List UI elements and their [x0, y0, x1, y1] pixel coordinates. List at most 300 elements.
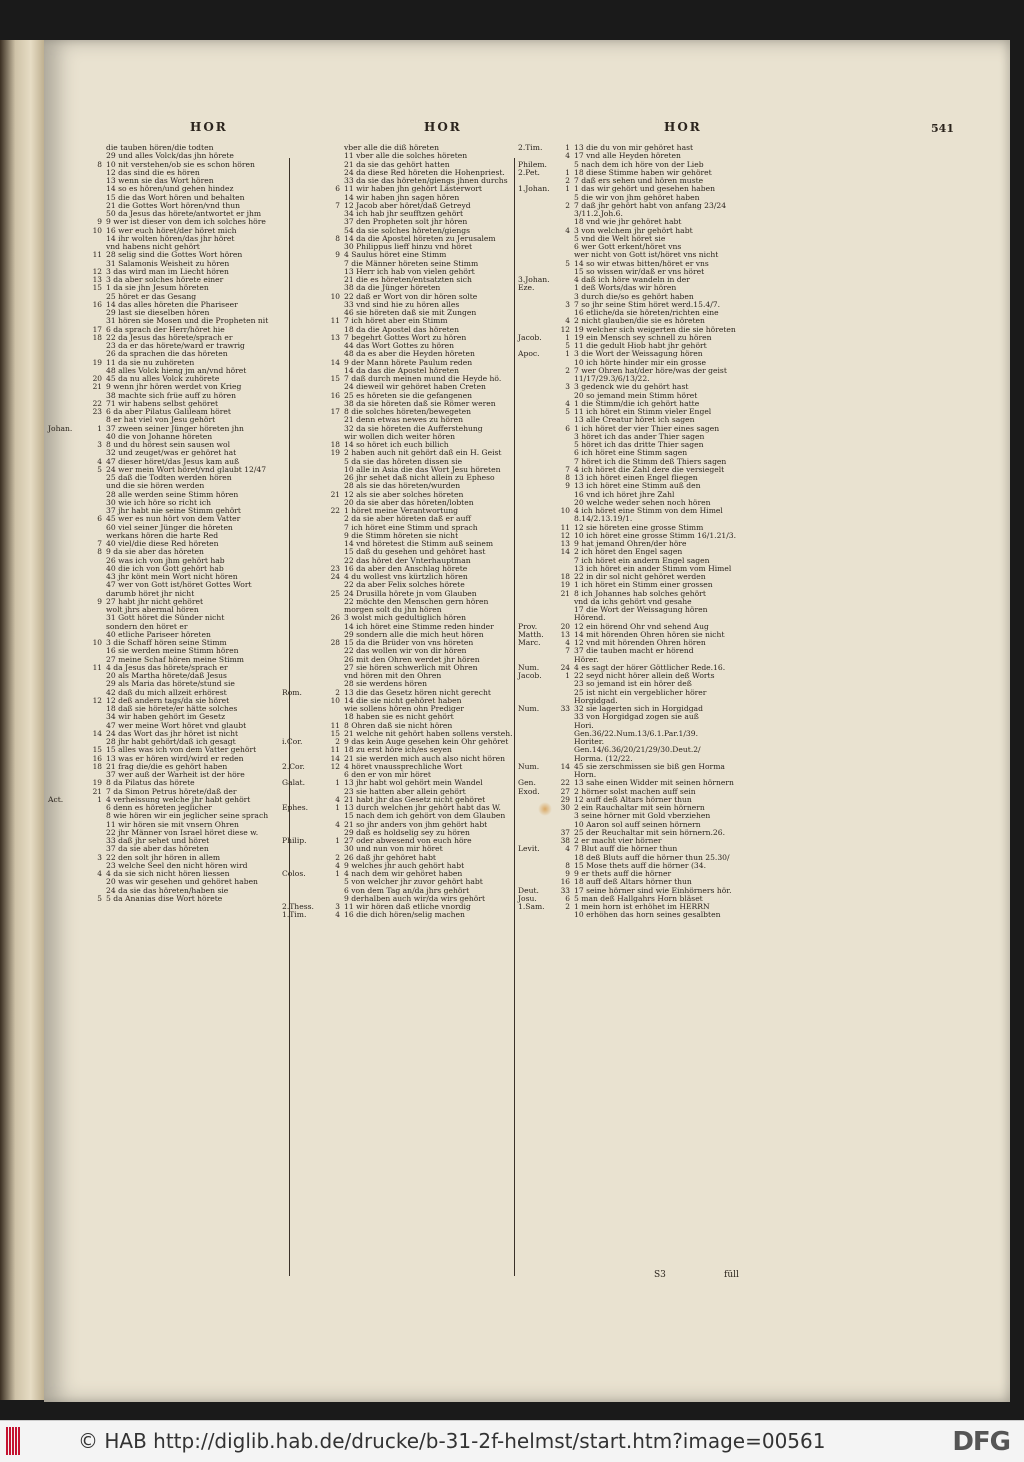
- entry-text: 3/11.2.Joh.6.: [574, 209, 623, 218]
- chapter-number: 14: [330, 357, 340, 367]
- chapter-number: 8: [97, 547, 102, 557]
- entry-text: sondern den höret er: [106, 621, 188, 631]
- entry-line: [518, 911, 768, 919]
- entry-text: 14 die sie nicht gehöret haben: [344, 695, 462, 705]
- book-reference: Num.: [518, 761, 540, 771]
- entry-line: [518, 730, 768, 738]
- entry-text: 12 ein hörend Ohr vnd sehend Aug: [574, 621, 709, 631]
- entry-text: 15 die das Wort hören und behalten: [106, 192, 245, 202]
- chapter-number: 22: [92, 398, 102, 408]
- entry-text: 16 etliche/da sie höreten/richten eine: [574, 308, 719, 317]
- chapter-number: 11: [560, 522, 570, 532]
- entry-text: 29 sondern alle die mich heut hören: [344, 629, 484, 639]
- entry-text: 8 er hat viel von Jesu gehört: [106, 415, 216, 425]
- entry-text: 7 ich höret eine Stimm und sprach: [344, 522, 478, 532]
- chapter-number: 26: [330, 613, 340, 623]
- book-reference: Deut.: [518, 885, 539, 895]
- entry-text: 10 erhöhen das horn seines gesalbten: [574, 910, 721, 920]
- entry-text: 20 da sie aber das höreten/lobten: [344, 497, 474, 507]
- chapter-number: 13: [560, 629, 570, 639]
- entry-text: 37 jhr habt nie seine Stimm gehört: [106, 506, 241, 515]
- entry-text: 48 da es aber die Heyden höreten: [344, 349, 475, 359]
- chapter-number: 1: [335, 869, 340, 878]
- entry-text: 7 daß jhr gehört habt von anfang 23/24: [574, 200, 727, 210]
- entry-text: 33 vnd sind hie zu hören alles: [344, 299, 460, 309]
- chapter-number: 33: [560, 885, 570, 895]
- chapter-number: 7: [565, 464, 570, 474]
- book-reference: Act.: [48, 794, 64, 804]
- entry-text: 22 möchte den Menschen gern hören: [344, 596, 489, 606]
- book-reference: Marc.: [518, 638, 541, 647]
- entry-text: 47 dieser höret/das Jesus kam auß: [106, 456, 240, 466]
- entry-text: 54 da sie solches höreten/giengs: [344, 225, 470, 235]
- entry-text: 7 höret ich die Stimm deß Thiers sagen: [574, 456, 727, 466]
- entry-text: 14 da die Apostel höreten zu Jerusalem: [344, 233, 496, 243]
- entry-text: die tauben hören/die todten: [106, 143, 214, 152]
- entry-text: Hori.: [574, 720, 594, 730]
- entry-text: 8 Ohren daß sie nicht hören: [344, 720, 453, 730]
- entry-text: 4 da sie sich nicht hören liessen: [106, 869, 230, 878]
- entry-text: 18 zu erst höre ich/es seyen: [344, 745, 452, 755]
- book-reference: 1.Tim.: [282, 910, 307, 920]
- entry-text: 1 mein horn ist erhöhet im HERRN: [574, 902, 710, 911]
- chapter-number: 4: [335, 910, 340, 920]
- chapter-number: 4: [565, 151, 570, 161]
- chapter-number: 9: [565, 869, 570, 878]
- entry-text: 28 alle werden seine Stimm hören: [106, 489, 239, 499]
- entry-text: 15 alles was ich von dem Vatter gehört: [106, 745, 257, 755]
- entry-text: 10 Aaron sol auff seinen hörnern: [574, 819, 701, 829]
- entry-text: 3 wolst mich gedultiglich hören: [344, 613, 467, 623]
- entry-text: 3 höret ich das ander Thier sagen: [574, 431, 705, 441]
- page-number: 541: [931, 122, 954, 135]
- entry-text: 5 man deß Hallgahrs Horn bläset: [574, 893, 703, 903]
- entry-text: 32 sie lagerten sich in Horgidgad: [574, 704, 703, 713]
- chapter-number: 4: [335, 860, 340, 870]
- entry-text: 37 die tauben macht er hörend: [574, 646, 694, 656]
- entry-text: 31 Gott höret die Sünder nicht: [106, 613, 225, 623]
- book-reference: Matth.: [518, 629, 544, 639]
- book-reference: Eze.: [518, 283, 535, 293]
- chapter-number: 10: [560, 506, 570, 515]
- book-reference: 2.Pet.: [518, 167, 540, 177]
- chapter-number: 3: [565, 382, 570, 392]
- entry-text: 3 von welchem jhr gehört habt: [574, 225, 693, 235]
- entry-text: Hörer.: [574, 654, 599, 664]
- chapter-number: 10: [92, 225, 102, 235]
- book-reference: 2.Tim.: [518, 143, 543, 152]
- entry-text: 2 nicht glauben/die sie es höreten: [574, 316, 705, 326]
- entry-text: 29 und alles Volck/das jhn hörete: [106, 151, 234, 161]
- chapter-number: 12: [330, 761, 340, 771]
- entry-text: 6 denn es höreten jeglicher: [106, 803, 212, 812]
- entry-line: [518, 763, 768, 771]
- entry-text: 4 verheissung welche jhr habt gehört: [106, 794, 251, 804]
- entry-text: 13 Herr ich hab von vielen gehört: [344, 266, 475, 276]
- chapter-number: 2: [335, 687, 340, 697]
- entry-text: 18 auff deß Altars hörner thun: [574, 877, 692, 887]
- entry-text: 38 da die Jünger höreten: [344, 283, 441, 293]
- entry-text: 21 so jhr anders von jhm gehört habt: [344, 819, 488, 829]
- entry-text: 25 daß die Todten werden hören: [106, 473, 232, 482]
- entry-text: 21 da sie das gehört hatten: [344, 159, 450, 169]
- entry-text: Horn.: [574, 770, 597, 779]
- chapter-number: 19: [330, 448, 340, 458]
- entry-text: 30 und nun von mir höret: [344, 844, 443, 854]
- book-reference: Rom.: [282, 687, 302, 697]
- book-reference: 1.Sam.: [518, 902, 545, 911]
- chapter-number: 21: [560, 588, 570, 598]
- chapter-number: 14: [330, 753, 340, 763]
- chapter-number: 4: [565, 316, 570, 326]
- chapter-number: 1: [335, 803, 340, 812]
- entry-text: 1 höret meine Verantwortung: [344, 506, 458, 515]
- entry-text: wir wollen dich weiter hören: [344, 431, 456, 441]
- chapter-number: 6: [97, 514, 102, 524]
- entry-text: 7 ich höret aber ein Stimm: [344, 316, 448, 326]
- entry-text: 25 der Reuchaltar mit sein hörnern.26.: [574, 827, 726, 837]
- chapter-number: 2: [335, 852, 340, 862]
- entry-text: 13 ich höret eine Stimm auß den: [574, 481, 701, 491]
- entry-text: 28 selig sind die Gottes Wort hören: [106, 250, 243, 260]
- entry-text: 6 von dem Tag an/da jhrs gehört: [344, 885, 470, 895]
- entry-text: 22 jhr Männer von Israel höret diese w.: [106, 827, 259, 837]
- chapter-number: 7: [97, 539, 102, 548]
- entry-text: vber alle die diß höreten: [344, 143, 439, 152]
- entry-line: [518, 647, 768, 655]
- chapter-number: 13: [330, 332, 340, 342]
- chapter-number: 19: [92, 357, 102, 367]
- entry-text: 40 die von Johanne höreten: [106, 431, 213, 441]
- entry-text: 1 ich höret der vier Thier eines sagen: [574, 423, 720, 433]
- entry-text: 8 wie hören wir ein jeglicher seine sprach: [106, 811, 269, 821]
- column-3: [518, 144, 768, 920]
- entry-text: 46 sie höreten daß sie mit Zungen: [344, 308, 477, 317]
- book-reference: Levit.: [518, 844, 540, 854]
- entry-text: 11 wir hören daß etliche vnordig: [344, 902, 471, 911]
- entry-text: 18 deß Bluts auff die hörner thun 25.30/: [574, 852, 730, 862]
- chapter-number: 11: [330, 720, 340, 730]
- chapter-number: 21: [330, 489, 340, 499]
- entry-text: 27 oder abwesend von euch höre: [344, 836, 472, 845]
- chapter-number: 24: [560, 662, 570, 672]
- entry-text: 7 ich höret ein andern Engel sagen: [574, 555, 710, 565]
- entry-text: wer nicht von Gott ist/höret vns nicht: [574, 250, 719, 260]
- entry-text: 13 durch welchen jhr gehört habt das W.: [344, 803, 501, 812]
- entry-text: 5 da Ananias dise Wort hörete: [106, 893, 223, 903]
- entry-text: Gen.36/22.Num.13/6.1.Par.1/39.: [574, 728, 698, 738]
- dfg-logo: DFG: [952, 1427, 1010, 1457]
- entry-text: 23 sie hatten aber allein gehört: [344, 786, 466, 796]
- entry-text: 6 den er von mir höret: [344, 770, 431, 779]
- entry-text: 14 so höret ich euch billich: [344, 440, 449, 449]
- entry-text: 23 da er das hörete/ward er trawrig: [106, 341, 245, 350]
- book-reference: Jacob.: [518, 332, 542, 342]
- book-reference: Gen.: [518, 778, 536, 788]
- chapter-number: 18: [92, 332, 102, 342]
- entry-text: 17 vnd alle Heyden höreten: [574, 151, 681, 161]
- chapter-number: 3: [565, 299, 570, 309]
- book-reference: Exod.: [518, 786, 540, 796]
- entry-text: 21 sie werden mich auch also nicht hören: [344, 753, 506, 763]
- chapter-number: 6: [335, 184, 340, 194]
- entry-text: 27 habt jhr nicht gehöret: [106, 596, 204, 606]
- chapter-number: 28: [330, 638, 340, 647]
- entry-text: 22 das wollen wir von dir hören: [344, 646, 467, 656]
- entry-text: 4 da Jesus das hörete/sprach er: [106, 662, 228, 672]
- entry-text: 2 ein Rauchaltar mit sein hörnern: [574, 803, 705, 812]
- entry-text: 16 sie werden meine Stimm hören: [106, 646, 239, 656]
- chapter-number: 17: [92, 324, 102, 334]
- entry-text: 5 nach dem ich höre von der Lieb: [574, 159, 704, 169]
- entry-text: 4 höret vnaussprechliche Wort: [344, 761, 463, 771]
- entry-text: 30 Philippus lieff hinzu vnd höret: [344, 242, 473, 251]
- book-reference: Johan.: [48, 423, 73, 433]
- chapter-number: 19: [560, 580, 570, 590]
- book-reference: Apoc.: [518, 349, 540, 359]
- entry-text: 4 du wollest vns kürtzlich hören: [344, 572, 468, 581]
- entry-text: 30 wie ich höre so richt ich: [106, 497, 212, 507]
- entry-text: 32 und zeuget/was er gehöret hat: [106, 448, 237, 458]
- entry-text: 3 das wird man im Liecht hören: [106, 266, 229, 276]
- entry-text: 13 ich höret ein ander Stimm vom Himel: [574, 563, 732, 573]
- entry-text: 38 da sie höreten daß sie Römer weren: [344, 398, 496, 408]
- entry-line: [518, 746, 768, 754]
- left-page-edge-text: [2, 99, 42, 102]
- entry-text: Horgidgad.: [574, 695, 618, 705]
- chapter-number: 6: [565, 423, 570, 433]
- entry-text: 7 da Simon Petrus hörete/daß der: [106, 786, 237, 796]
- entry-text: 6 da sprach der Herr/höret hie: [106, 324, 225, 334]
- chapter-number: 12: [560, 324, 570, 334]
- entry-text: 15 daß du gesehen und gehöret hast: [344, 547, 486, 557]
- entry-text: 9 welches jhr auch gehört habt: [344, 860, 465, 870]
- entry-text: 7 so jhr seine Stim höret werd.15.4/7.: [574, 299, 720, 309]
- entry-text: 1 deß Worts/das wir hören: [574, 283, 677, 293]
- chapter-number: 8: [335, 233, 340, 243]
- chapter-number: 4: [565, 844, 570, 854]
- chapter-number: 10: [92, 638, 102, 647]
- chapter-number: 7: [565, 646, 570, 656]
- entry-text: 19 welcher sich weigerten die sie höreten: [574, 324, 736, 334]
- page-header: [44, 120, 1010, 140]
- entry-text: 10 ich höret eine grosse Stimm 16/1.21/3.: [574, 530, 737, 540]
- entry-text: 21 denn etwas newes zu hören: [344, 415, 463, 425]
- entry-text: 6 da aber Pilatus Galileam höret: [106, 407, 231, 416]
- entry-text: 9 derhalben auch wir/da wirs gehört: [344, 893, 485, 903]
- entry-text: 14 mit hörenden Ohren hören sie nicht: [574, 629, 725, 639]
- entry-text: wolt jhrs abermal hören: [106, 605, 199, 614]
- entry-text: 14 das alles höreten die Phariseer: [106, 299, 238, 309]
- entry-text: 5 die wir von jhm gehöret haben: [574, 192, 700, 202]
- entry-text: 45 da nu alles Volck zuhörete: [106, 374, 220, 383]
- entry-text: 2 ich höret den Engel sagen: [574, 547, 683, 557]
- entry-text: 40 die ich von Gott gehört hab: [106, 563, 224, 573]
- entry-text: 5 da sie das höreten dissen sie: [344, 456, 463, 466]
- viewer-footer-bar: [0, 1420, 1024, 1462]
- book-reference: 1.Johan.: [518, 184, 550, 194]
- entry-text: 12 sie höreten eine grosse Stimm: [574, 522, 704, 532]
- chapter-number: 22: [330, 506, 340, 515]
- entry-text: 34 wir haben gehört im Gesetz: [106, 712, 226, 722]
- entry-line: [518, 689, 768, 697]
- entry-text: 26 jhr sehet daß nicht allein zu Epheso: [344, 473, 495, 482]
- chapter-number: 11: [330, 316, 340, 326]
- entry-text: 45 sie zerschmissen sie biß gen Horma: [574, 761, 725, 771]
- entry-text: 18 haben sie es nicht gehört: [344, 712, 454, 722]
- entry-text: 16 da aber den Anschlag hörete: [344, 563, 468, 573]
- chapter-number: 20: [560, 621, 570, 631]
- entry-text: 1 ich höret ein Stimm einer grossen: [574, 580, 713, 590]
- chapter-number: 21: [92, 786, 102, 796]
- book-reference: Prov.: [518, 621, 538, 631]
- entry-text: 11/17/29.3/6/13/22.: [574, 374, 650, 383]
- entry-text: 43 jhr könt mein Wort nicht hören: [106, 572, 238, 581]
- chapter-number: 4: [97, 456, 102, 466]
- entry-text: 14 da das die Apostel höreten: [344, 365, 460, 375]
- chapter-number: 16: [560, 877, 570, 887]
- entry-text: 37 da sie aber das höreten: [106, 844, 209, 854]
- entry-line: [97, 893, 288, 903]
- entry-text: 11 da sie nu zuhöreten: [106, 357, 195, 367]
- chapter-number: 14: [560, 761, 570, 771]
- entry-text: 5 von welcher jhr zuvor gehört habt: [344, 877, 483, 887]
- entry-text: 15 so wissen wir/daß er vns höret: [574, 266, 705, 276]
- chapter-number: 37: [560, 827, 570, 837]
- entry-text: 12 vnd mit hörenden Ohren hören: [574, 638, 706, 647]
- source-url[interactable]: © HAB http://diglib.hab.de/drucke/b-31-2f-helmst/start.htm?image=00561: [78, 1429, 826, 1453]
- entry-text: 27 sie hören schwerlich mit Ohren: [344, 662, 478, 672]
- chapter-number: 5: [97, 893, 102, 903]
- header-right: HOR: [664, 120, 702, 134]
- entry-text: 3 durch die/so es gehört haben: [574, 291, 694, 301]
- entry-text: 4 es sagt der hörer Göttlicher Rede.16.: [574, 662, 726, 672]
- catchword: füll: [724, 1270, 739, 1280]
- entry-text: 24 dieweil wir gehöret haben Creten: [344, 382, 486, 392]
- chapter-number: 5: [565, 407, 570, 416]
- entry-text: und die sie hören werden: [106, 481, 205, 491]
- chapter-number: 4: [335, 794, 340, 804]
- chapter-number: 2: [335, 737, 340, 746]
- entry-text: 23 welche Seel den nicht hören wird: [106, 860, 248, 870]
- chapter-number: 1: [565, 143, 570, 152]
- chapter-number: 1: [97, 794, 102, 804]
- entry-text: 6 wer Gott erkent/höret vns: [574, 242, 682, 251]
- chapter-number: 4: [565, 225, 570, 235]
- entry-text: vnd habens nicht gehört: [106, 242, 200, 251]
- entry-text: 47 wer von Gott ist/höret Gottes Wort: [106, 580, 252, 590]
- paper-stain: [538, 802, 552, 816]
- entry-text: 3 gedenck wie du gehört hast: [574, 382, 689, 392]
- entry-text: 17 seine hörner sind wie Einhörners hör.: [574, 885, 732, 895]
- entry-text: 14 ihr wolten hören/das jhr höret: [106, 233, 235, 243]
- entry-text: 9 wenn jhr hören werdet von Krieg: [106, 382, 242, 392]
- entry-text: 29 daß es holdselig sey zu hören: [344, 827, 470, 837]
- entry-text: 2 hörner solst machen auff sein: [574, 786, 696, 796]
- chapter-number: 16: [330, 390, 340, 400]
- entry-text: 24 das Wort das jhr höret ist nicht: [106, 728, 239, 738]
- chapter-number: 4: [335, 819, 340, 829]
- entry-text: 21 habt jhr das Gesetz nicht gehöret: [344, 794, 486, 804]
- chapter-number: 3: [97, 852, 102, 862]
- entry-text: 11 wir hören sie mit vnsern Ohren: [106, 819, 239, 829]
- entry-text: 7 begehrt Gottes Wort zu hören: [344, 332, 467, 342]
- entry-text: 20 so jemand mein Stimm höret: [574, 390, 698, 400]
- entry-text: 34 ich hab jhr seufftzen gehört: [344, 209, 464, 218]
- chapter-number: 15: [330, 728, 340, 738]
- entry-line: [282, 910, 512, 920]
- entry-text: 13 was er hören wird/wird er reden: [106, 753, 244, 763]
- book-reference: Num.: [518, 704, 540, 713]
- entry-line: [518, 713, 768, 721]
- entry-text: 12 als sie aber solches höreten: [344, 489, 464, 499]
- chapter-number: 16: [92, 753, 102, 763]
- entry-text: 20 welche weder sehen noch hören: [574, 497, 711, 507]
- entry-text: 6 ich höret eine Stimm sagen: [574, 448, 688, 458]
- entry-text: 31 Salamonis Weisheit zu hören: [106, 258, 230, 268]
- entry-line: [518, 507, 768, 515]
- hab-logo-icon: [6, 1427, 20, 1455]
- chapter-number: 1: [97, 423, 102, 433]
- chapter-number: 9: [335, 250, 340, 260]
- column-2: [282, 143, 513, 920]
- entry-text: 14 vnd höretest die Stimm auß seinem: [344, 539, 494, 548]
- entry-text: 24 da sie das höreten/haben sie: [106, 885, 229, 895]
- chapter-number: 1: [335, 778, 340, 788]
- book-reference: Galat.: [282, 778, 306, 788]
- entry-text: 40 viel/die diese Red höreten: [106, 539, 219, 548]
- entry-text: 4 daß ich höre wandeln in der: [574, 275, 690, 284]
- chapter-number: 3: [335, 902, 340, 911]
- entry-text: 33 da sie das höreten/giengs jhnen durchs: [344, 176, 508, 185]
- chapter-number: 1: [565, 184, 570, 194]
- chapter-number: 18: [560, 572, 570, 581]
- entry-text: 22 da Jesus das hörete/sprach er: [106, 332, 233, 342]
- entry-text: 9 der Mann hörete Paulum reden: [344, 357, 473, 367]
- entry-text: 12 auff deß Altars hörner thun: [574, 794, 692, 804]
- entry-text: 25 es höreten sie die gefangenen: [344, 390, 472, 400]
- book-reference: Philip.: [282, 836, 307, 845]
- chapter-number: 2: [565, 365, 570, 375]
- chapter-number: 9: [97, 596, 102, 606]
- chapter-number: 5: [565, 258, 570, 268]
- entry-text: 13 die du von mir gehöret hast: [574, 143, 694, 152]
- entry-text: 9 da sie aber das höreten: [106, 547, 204, 557]
- entry-text: 11 vber alle die solches höreten: [344, 151, 468, 161]
- entry-text: 20 als Martha hörete/daß Jesus: [106, 671, 227, 680]
- entry-text: 12 Jacob aber höret/daß Getreyd: [344, 200, 471, 210]
- entry-text: 1 die Stimm/die ich gehört hatte: [574, 398, 700, 408]
- entry-text: 33 daß jhr sehet und höret: [106, 836, 210, 845]
- entry-text: 22 da aber Felix solches hörete: [344, 580, 465, 590]
- entry-text: 13 sahe einen Widder mit seinen hörnern: [574, 778, 734, 788]
- chapter-number: 23: [330, 563, 340, 573]
- signature-mark: S3: [654, 1270, 666, 1280]
- chapter-number: 18: [92, 761, 102, 771]
- entry-text: 8 ich Johannes hab solches gehört: [574, 588, 706, 598]
- entry-text: 26 daß jhr gehöret habt: [344, 852, 436, 862]
- entry-text: 13 wenn sie das Wort hören: [106, 176, 214, 185]
- chapter-number: 7: [335, 200, 340, 210]
- chapter-number: 22: [560, 778, 570, 788]
- entry-text: 29 last sie dieselben hören: [106, 308, 210, 317]
- chapter-number: 30: [560, 803, 570, 812]
- entry-text: 7 daß durch meinen mund die Heyde hö.: [344, 374, 502, 383]
- entry-text: 1 das wir gehört und gesehen haben: [574, 184, 715, 194]
- entry-line: [518, 606, 768, 614]
- entry-text: 28 sie werdens hören: [344, 679, 427, 689]
- book-reference: Num.: [518, 662, 540, 672]
